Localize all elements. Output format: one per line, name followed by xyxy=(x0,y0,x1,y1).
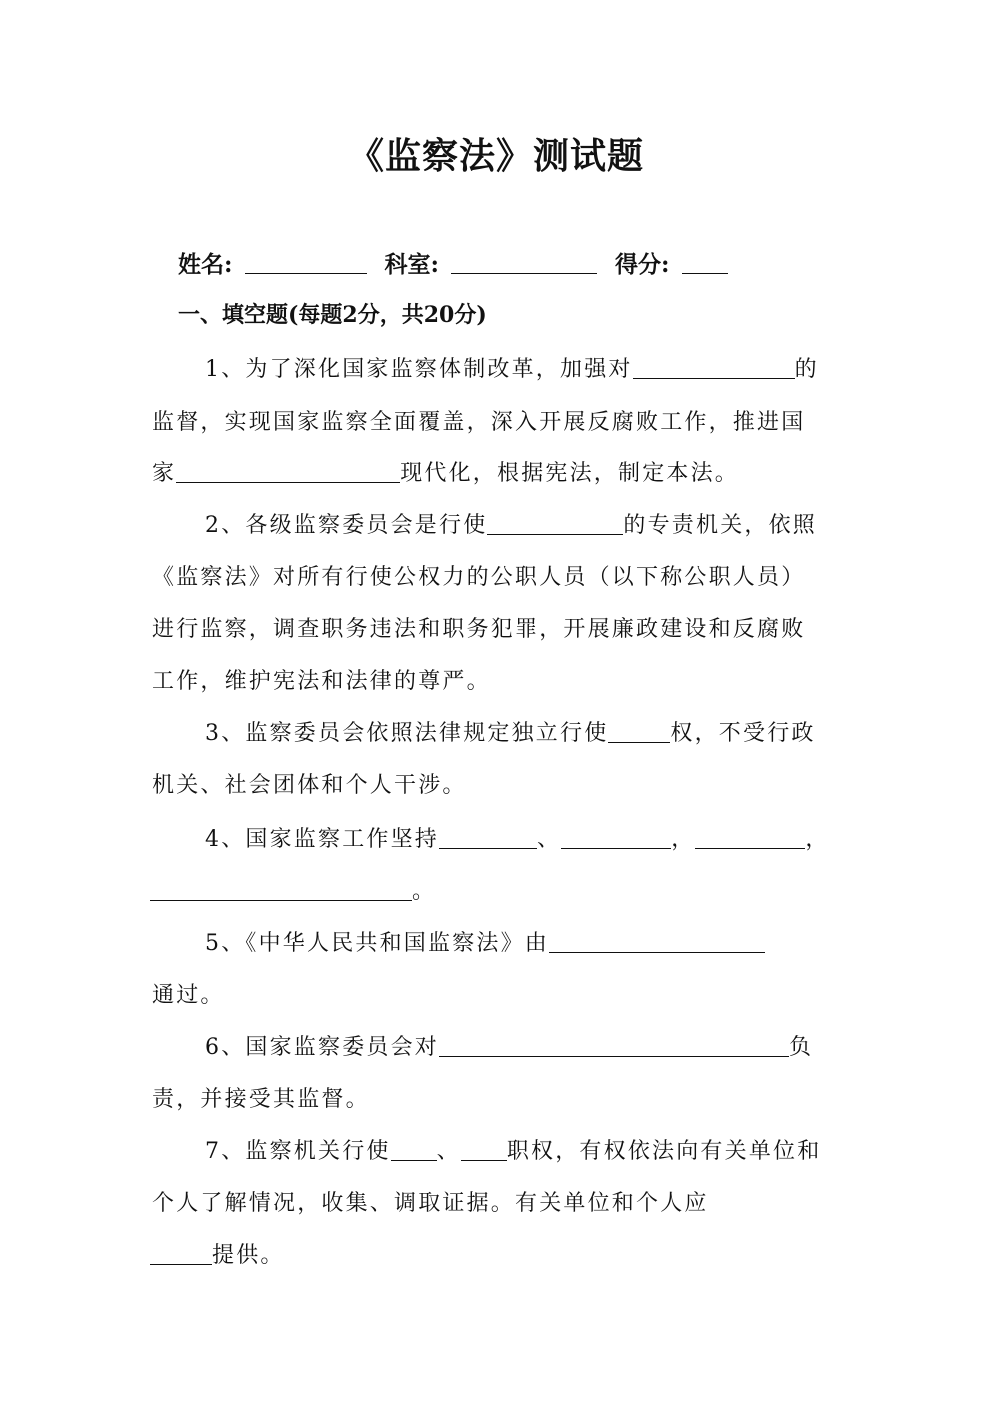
q1-blank-1[interactable] xyxy=(633,358,795,379)
q3-line-1 xyxy=(205,716,816,747)
q1-text-e: 现代化，根据宪法，制定本法。 xyxy=(400,461,740,486)
q3-text-b: 权，不受行政 xyxy=(670,721,816,746)
q4-blank-1[interactable] xyxy=(439,828,537,849)
q4-sep-2: ， xyxy=(671,827,696,852)
q4-blank-4[interactable] xyxy=(150,880,412,901)
q1-text-b: 的 xyxy=(794,357,819,382)
q4-sep-3: ， xyxy=(805,827,830,852)
q7-line-2: 个人了解情况，收集、调取证据。有关单位和个人应 xyxy=(152,1191,709,1216)
q2-line-4: 工作，维护宪法和法律的尊严。 xyxy=(152,669,491,694)
q4-sep-1: 、 xyxy=(537,827,562,852)
q7-line-3 xyxy=(150,1238,285,1269)
q3-blank-1[interactable] xyxy=(608,722,670,743)
q6-line-2: 责，并接受其监督。 xyxy=(152,1087,370,1112)
q3-line-2: 机关、社会团体和个人干涉。 xyxy=(152,773,467,798)
dept-label: 科室: xyxy=(384,251,440,278)
q1-line-2: 监督，实现国家监察全面覆盖，深入开展反腐败工作，推进国 xyxy=(152,410,806,435)
q6-text-a: 6、国家监察委员会对 xyxy=(205,1035,439,1060)
q4-blank-3[interactable] xyxy=(695,828,805,849)
dept-blank[interactable] xyxy=(451,251,597,274)
q6-text-b: 负 xyxy=(789,1035,814,1060)
q6-blank-1[interactable] xyxy=(439,1036,789,1057)
q1-blank-2[interactable] xyxy=(176,462,400,483)
score-label: 得分: xyxy=(615,251,670,278)
name-label: 姓名: xyxy=(178,251,233,278)
q3-text-a: 3、监察委员会依照法律规定独立行使 xyxy=(205,721,609,746)
section-heading-fill-in: 一、填空题(每题2分，共20分) xyxy=(178,302,487,328)
q7-text-d: 提供。 xyxy=(212,1243,285,1268)
q2-line-2: 《监察法》对所有行使公权力的公职人员（以下称公职人员） xyxy=(152,565,806,590)
q5-line-2: 通过。 xyxy=(152,983,225,1008)
q6-line-1 xyxy=(205,1030,813,1061)
q7-line-1 xyxy=(205,1134,821,1165)
q4-line-2 xyxy=(150,874,436,905)
q2-line-3: 进行监察，调查职务违法和职务犯罪，开展廉政建设和反腐败 xyxy=(152,617,806,642)
q5-line-1 xyxy=(205,926,765,957)
q4-text-a: 4、国家监察工作坚持 xyxy=(205,827,439,852)
name-blank[interactable] xyxy=(245,251,367,274)
q4-blank-2[interactable] xyxy=(561,828,671,849)
q2-line-1 xyxy=(205,508,817,539)
q4-line-1 xyxy=(205,822,830,853)
q7-sep: 、 xyxy=(436,1139,461,1164)
score-blank[interactable] xyxy=(682,251,728,274)
q2-text-b: 的专责机关，依照 xyxy=(623,513,818,538)
q7-blank-2[interactable] xyxy=(461,1140,507,1161)
q1-text-d: 家 xyxy=(152,461,177,486)
q7-blank-1[interactable] xyxy=(391,1140,437,1161)
q7-text-b: 职权，有权依法向有关单位和 xyxy=(506,1139,822,1164)
q7-blank-3[interactable] xyxy=(150,1244,212,1265)
q2-text-a: 2、各级监察委员会是行使 xyxy=(205,513,488,538)
q5-text-a: 5、《中华人民共和国监察法》由 xyxy=(205,931,549,956)
q1-text-a: 1、为了深化国家监察体制改革，加强对 xyxy=(205,357,633,382)
q4-end: 。 xyxy=(412,879,437,904)
q1-line-3 xyxy=(152,456,739,487)
page-title: 《监察法》测试题 xyxy=(347,135,644,177)
q5-blank-1[interactable] xyxy=(549,932,765,953)
q7-text-a: 7、监察机关行使 xyxy=(205,1139,391,1164)
student-info-line xyxy=(178,246,738,279)
q2-blank-1[interactable] xyxy=(487,514,623,535)
q1-line-1 xyxy=(205,352,819,383)
